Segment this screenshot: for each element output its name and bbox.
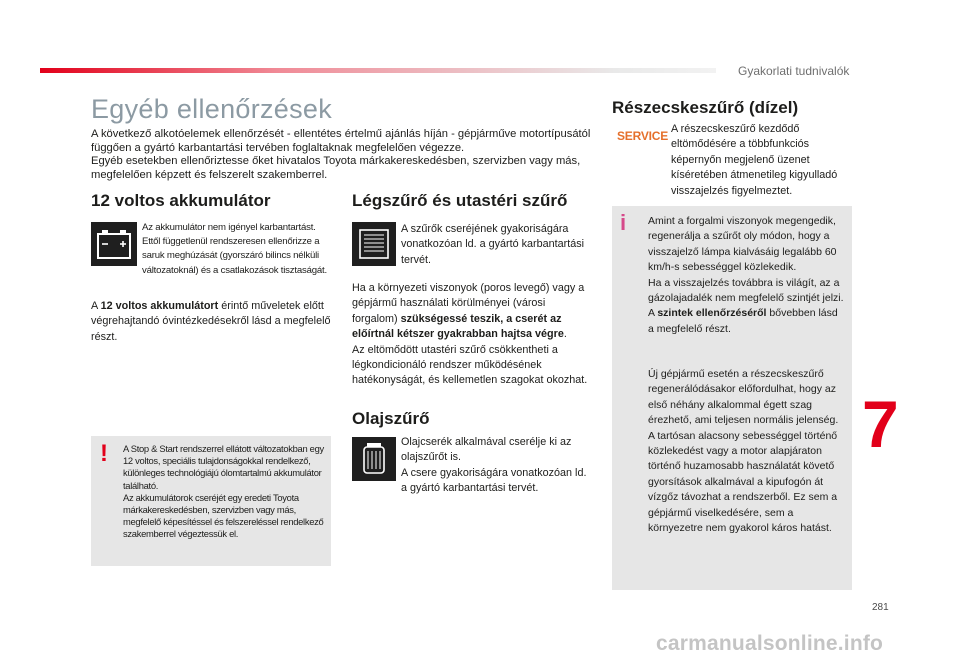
- watermark: carmanualsonline.info: [656, 632, 884, 655]
- header-accent-bar: [40, 68, 716, 73]
- oil-filter-heading: Olajszűrő: [352, 409, 430, 428]
- particle-filter-heading: Részecskeszűrő (dízel): [612, 98, 799, 117]
- oil-filter-note: Olajcserék alkalmával cserélje ki az olajszűrőt is. A csere gyakoriságára vonatkozóan ld. a gyártó karbantartási tervét.: [401, 436, 587, 495]
- air-filter-text-end: . Az eltömődött utastéri szűrő csökkentheti a légkondicionáló rendszer működésének hatékonyságát, és kellemetlen szagokat okozhat.: [352, 328, 588, 387]
- exclamation-icon: !: [100, 440, 108, 467]
- particle-filter-note: A részecskeszűrő kezdődő eltömődésére a többfunkciós képernyőn megjelenő üzenet kíséretében átmenetileg kigyulladó visszajelzés figyelmeztet.: [671, 123, 838, 197]
- info-icon: i: [620, 210, 627, 235]
- info-text-start: Amint a forgalmi viszonyok megengedik, regenerálja a szűrőt oly módon, hogy a visszajelző lámpa kialvásáig legalább 60 km/h-s sebességgel közlekedik. Ha a visszajelzés továbbra is világít, az a gázolajadalék nem megfelelő szintjét jelzi. A: [648, 215, 844, 320]
- service-warning-icon: SERVICE: [617, 129, 669, 143]
- battery-note: Az akkumulátor nem igényel karbantartást. Ettől függetlenül rendszeresen ellenőrizze a saruk meghúzását (gyorszáró bilincs nélküli változatoknál) és a csatlakozások tisztaságát.: [142, 222, 327, 276]
- section-label: Gyakorlati tudnivalók: [738, 64, 850, 78]
- air-filter-icon: [352, 222, 396, 266]
- air-filter-text-bold: szükségessé teszik, a cserét az előírtnál kétszer gyakrabban hajtsa végre: [352, 312, 564, 341]
- battery-text-end: érintő műveletek előtt végrehajtandó óvintézkedésekről lásd a megfelelő részt.: [91, 300, 331, 343]
- air-filter-text-start: Ha a környezeti viszonyok (poros levegő) vagy a gépjármű használati körülményei (városi forgalom): [352, 282, 585, 325]
- info-text: [648, 214, 844, 337]
- air-filter-note: A szűrők cseréjének gyakoriságára vonatkozóan ld. a gyártó karbantartási tervét.: [401, 223, 585, 266]
- page-number: 281: [872, 602, 889, 613]
- info-text-bold: szintek ellenőrzéséről: [657, 307, 767, 320]
- battery-text: [91, 299, 331, 345]
- battery-heading: 12 voltos akkumulátor: [91, 191, 271, 210]
- page-title: Egyéb ellenőrzések: [91, 94, 333, 124]
- intro-text: A következő alkotóelemek ellenőrzését - ellentétes értelmű ajánlás híján - gépjárműve motortípusától függően a gyártó karbantartási tervében foglaltaknak megfelelően végezze. Egyéb esetekben ellenőriztesse őket hivatalos Toyota márkakereskedésben, szervizben vagy más, megfelelően képzett és felszerelt szakemberrel.: [91, 128, 591, 181]
- oil-filter-icon: [352, 437, 396, 481]
- battery-text-bold: 12 voltos akkumulátort: [100, 300, 219, 312]
- chapter-number: 7: [862, 387, 899, 461]
- battery-icon: [91, 222, 137, 266]
- air-filter-heading: Légszűrő és utastéri szűrő: [352, 191, 568, 210]
- battery-text-start: A: [91, 300, 101, 312]
- info-text-end: bővebben lásd a megfelelő részt.: [648, 307, 838, 335]
- warning-text: A Stop & Start rendszerrel ellátott változatokban egy 12 voltos, speciális tulajdonságokkal rendelkező, különleges technológiájú ólomtartalmú akkumulátor található. Az akkumulátorok cseréjét egy eredeti Toyota márkakereskedésben, szervizben vagy más, megfelelő képesítéssel és felszereléssel rendelkező szakemberrel végeztessük el.: [123, 443, 324, 540]
- air-filter-text: [352, 281, 592, 389]
- info-text-second: Új gépjármű esetén a részecskeszűrő regenerálódásakor előfordulhat, hogy az első néhány alkalommal égett szag érezhető, ami teljesen normális jelenség. A tartósan alacsony sebességgel történő közlekedést vagy a motor alapjáraton történő huzamosabb használatát követő gyorsítások alkalmával a kipufogón át vízgőz távozhat a rendszerből. Ez sem a gépjármű viselkedésére, sem a környezetre nem gyakorol káros hatást.: [648, 368, 839, 535]
